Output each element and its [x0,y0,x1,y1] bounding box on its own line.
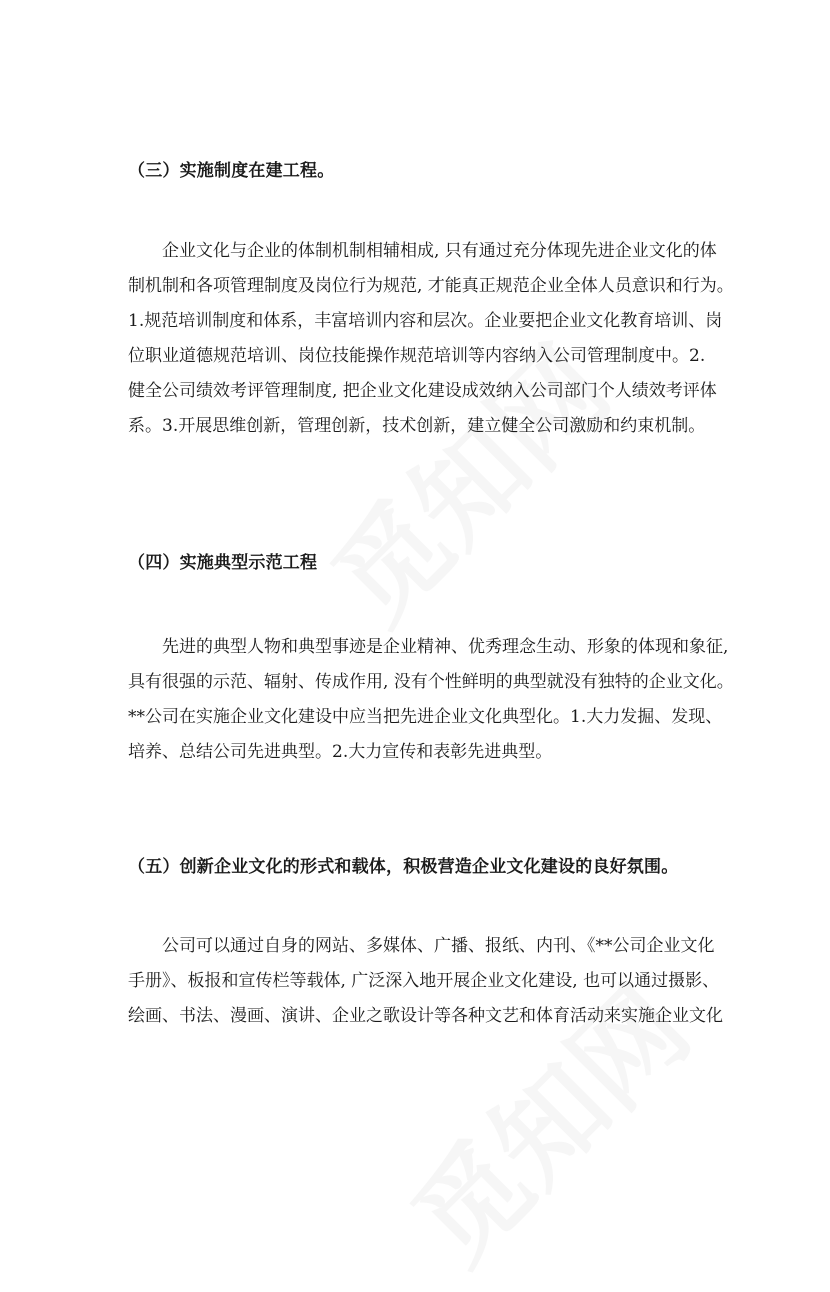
paragraph-line: 健全公司绩效考评管理制度, 把企业文化建设成效纳入公司部门个人绩效考评体 [128,381,717,401]
paragraph-line: 培养、总结公司先进典型。2.大力宣传和表彰先进典型。 [128,742,553,762]
section-heading: （三）实施制度在建工程。 [128,161,335,181]
paragraph-line: 企业文化与企业的体制机制相辅相成, 只有通过充分体现先进企业文化的体 [162,241,717,261]
paragraph-line: 系。3.开展思维创新，管理创新，技术创新，建立健全公司激励和约束机制。 [128,416,706,436]
paragraph-line: 制机制和各项管理制度及岗位行为规范, 才能真正规范企业全体人员意识和行为。 [128,276,734,296]
paragraph-line: 先进的典型人物和典型事迹是企业精神、优秀理念生动、形象的体现和象征, [162,637,729,657]
paragraph-line: 位职业道德规范培训、岗位技能操作规范培训等内容纳入公司管理制度中。2. [128,346,706,366]
paragraph [128,234,734,444]
section-heading: （四）实施典型示范工程 [128,553,318,573]
paragraph-line: 绘画、书法、漫画、演讲、企业之歌设计等各种文艺和体育活动来实施企业文化 [128,1006,723,1026]
paragraph-line: 公司可以通过自身的网站、多媒体、广播、报纸、内刊、《**公司企业文化 [162,936,715,956]
paragraph [128,929,723,1034]
section-heading: （五）创新企业文化的形式和载体，积极营造企业文化建设的良好氛围。 [128,857,679,877]
paragraph-line: 1.规范培训制度和体系，丰富培训内容和层次。企业要把企业文化教育培训、岗 [128,311,723,331]
paragraph-line: 具有很强的示范、辐射、传成作用, 没有个性鲜明的典型就没有独特的企业文化。 [128,672,734,692]
paragraph-line: **公司在实施企业文化建设中应当把先进企业文化典型化。1.大力发掘、发现、 [128,707,723,727]
paragraph [128,630,734,770]
paragraph-line: 手册》、板报和宣传栏等载体, 广泛深入地开展企业文化建设, 也可以通过摄影、 [128,971,720,991]
